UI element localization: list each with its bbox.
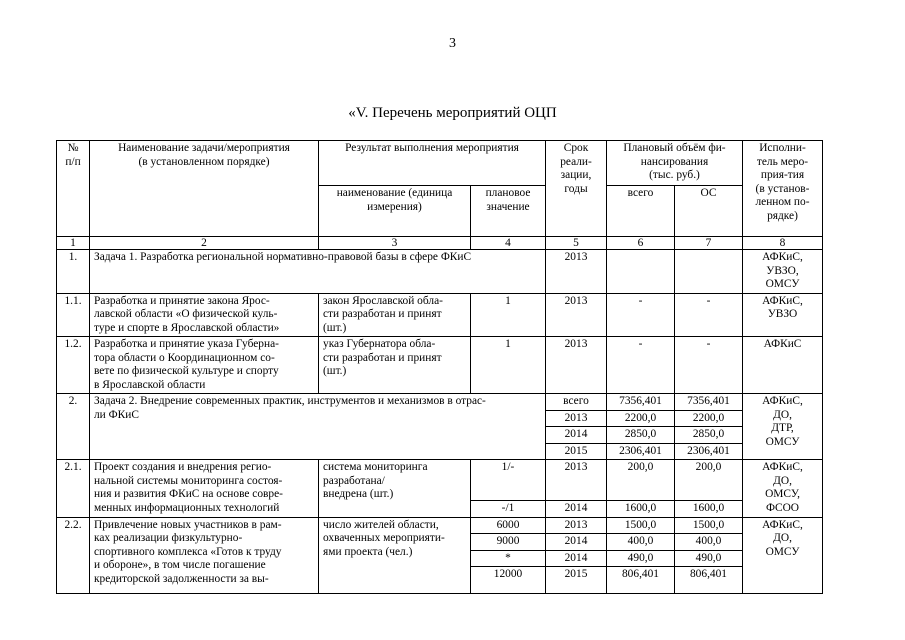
column-number: 4	[471, 237, 546, 250]
row-term: всего	[546, 394, 607, 411]
column-number: 3	[319, 237, 471, 250]
row-total: 806,401	[607, 567, 675, 594]
row-total: -	[607, 337, 675, 394]
row-value: 12000	[471, 567, 546, 594]
row-total: 400,0	[607, 534, 675, 551]
row-os: 400,0	[675, 534, 743, 551]
row-value: 6000	[471, 517, 546, 534]
header-funding-total: всего	[607, 186, 675, 237]
header-executor: Исполни- тель меро- прия-тия (в установ- ленном по- рядке)	[743, 141, 823, 237]
table-row	[57, 460, 823, 501]
row-term: 2013	[546, 460, 607, 501]
row-num: 1.1.	[57, 293, 90, 337]
row-os: 2850,0	[675, 427, 743, 444]
row-value: -/1	[471, 501, 546, 518]
row-os: 1600,0	[675, 501, 743, 518]
row-total	[607, 250, 675, 294]
row-executor: АФКиС, УВЗО	[743, 293, 823, 337]
table-row	[57, 293, 823, 337]
row-total: 2850,0	[607, 427, 675, 444]
row-os: 2306,401	[675, 443, 743, 460]
row-term: 2014	[546, 550, 607, 567]
row-name: Проект создания и внедрения регио- нальной системы мониторинга состоя- ния и развития ФКиС на основе совре- менных информационных технологий	[90, 460, 319, 518]
row-name: Привлечение новых участников в рам- ках реализации физкультурно- спортивного комплекса «Готов к труду и обороне», в том числе погашение кредиторской задолженности за вы-	[90, 517, 319, 594]
row-os: 1500,0	[675, 517, 743, 534]
row-os	[675, 250, 743, 294]
row-value: 1	[471, 293, 546, 337]
row-term: 2015	[546, 567, 607, 594]
row-num: 2.2.	[57, 517, 90, 594]
header-term: Срок реали- зации, годы	[546, 141, 607, 237]
row-name: Разработка и принятие закона Ярос- лавской области «О физической куль- туре и спорте в Ярославской области»	[90, 293, 319, 337]
column-number: 1	[57, 237, 90, 250]
row-executor: АФКиС, ДО, ОМСУ	[743, 517, 823, 594]
table-row	[57, 337, 823, 394]
row-result: указ Губернатора обла- сти разработан и принят (шт.)	[319, 337, 471, 394]
row-total: 1600,0	[607, 501, 675, 518]
document-title: «V. Перечень мероприятий ОЦП	[348, 105, 557, 121]
row-term: 2014	[546, 427, 607, 444]
row-term: 2013	[546, 293, 607, 337]
row-num: 1.2.	[57, 337, 90, 394]
row-term: 2013	[546, 337, 607, 394]
row-name: Разработка и принятие указа Губерна- тора области о Координационном со- вете по физической культуре и спорту в Ярославской области	[90, 337, 319, 394]
row-os: 200,0	[675, 460, 743, 501]
row-value: 1/-	[471, 460, 546, 501]
row-os: 2200,0	[675, 410, 743, 427]
activities-table	[56, 140, 823, 594]
page-number: 3	[449, 36, 456, 51]
row-executor: АФКиС	[743, 337, 823, 394]
row-num: 2.	[57, 394, 90, 460]
table-row	[57, 517, 823, 534]
row-term: 2015	[546, 443, 607, 460]
column-number: 8	[743, 237, 823, 250]
row-term: 2014	[546, 534, 607, 551]
row-executor: АФКиС, ДО, ОМСУ, ФСОО	[743, 460, 823, 518]
table-row	[57, 394, 823, 411]
header-result-value: плановое значение	[471, 186, 546, 237]
column-number: 7	[675, 237, 743, 250]
column-numbers-row	[57, 237, 823, 250]
row-value: *	[471, 550, 546, 567]
column-number: 2	[90, 237, 319, 250]
row-executor: АФКиС, УВЗО, ОМСУ	[743, 250, 823, 294]
row-os: 7356,401	[675, 394, 743, 411]
row-total: -	[607, 293, 675, 337]
column-number: 6	[607, 237, 675, 250]
row-num: 1.	[57, 250, 90, 294]
row-total: 7356,401	[607, 394, 675, 411]
column-number: 5	[546, 237, 607, 250]
row-os: -	[675, 293, 743, 337]
row-result: система мониторинга разработана/ внедрена (шт.)	[319, 460, 471, 518]
row-term: 2013	[546, 517, 607, 534]
row-term: 2013	[546, 410, 607, 427]
row-term: 2013	[546, 250, 607, 294]
table-row	[57, 250, 823, 294]
row-name: Задача 2. Внедрение современных практик, инструментов и механизмов в отрас- ли ФКиС	[90, 394, 546, 460]
row-total: 490,0	[607, 550, 675, 567]
header-funding: Плановый объём фи- нансирования (тыс. руб.)	[607, 141, 743, 186]
row-result: закон Ярославской обла- сти разработан и принят (шт.)	[319, 293, 471, 337]
row-total: 2306,401	[607, 443, 675, 460]
row-os: 806,401	[675, 567, 743, 594]
header-result: Результат выполнения мероприятия	[319, 141, 546, 186]
header-num: № п/п	[57, 141, 90, 237]
row-value: 9000	[471, 534, 546, 551]
header-result-name: наименование (единица измерения)	[319, 186, 471, 237]
row-num: 2.1.	[57, 460, 90, 518]
row-value: 1	[471, 337, 546, 394]
row-os: -	[675, 337, 743, 394]
row-result: число жителей области, охваченных мероприяти- ями проекта (чел.)	[319, 517, 471, 594]
row-executor: АФКиС, ДО, ДТР, ОМСУ	[743, 394, 823, 460]
row-total: 200,0	[607, 460, 675, 501]
row-term: 2014	[546, 501, 607, 518]
header-funding-os: ОС	[675, 186, 743, 237]
row-os: 490,0	[675, 550, 743, 567]
header-task-name: Наименование задачи/мероприятия (в установленном порядке)	[90, 141, 319, 237]
row-total: 1500,0	[607, 517, 675, 534]
row-name: Задача 1. Разработка региональной нормативно-правовой базы в сфере ФКиС	[90, 250, 546, 294]
row-total: 2200,0	[607, 410, 675, 427]
header-row	[57, 141, 823, 186]
